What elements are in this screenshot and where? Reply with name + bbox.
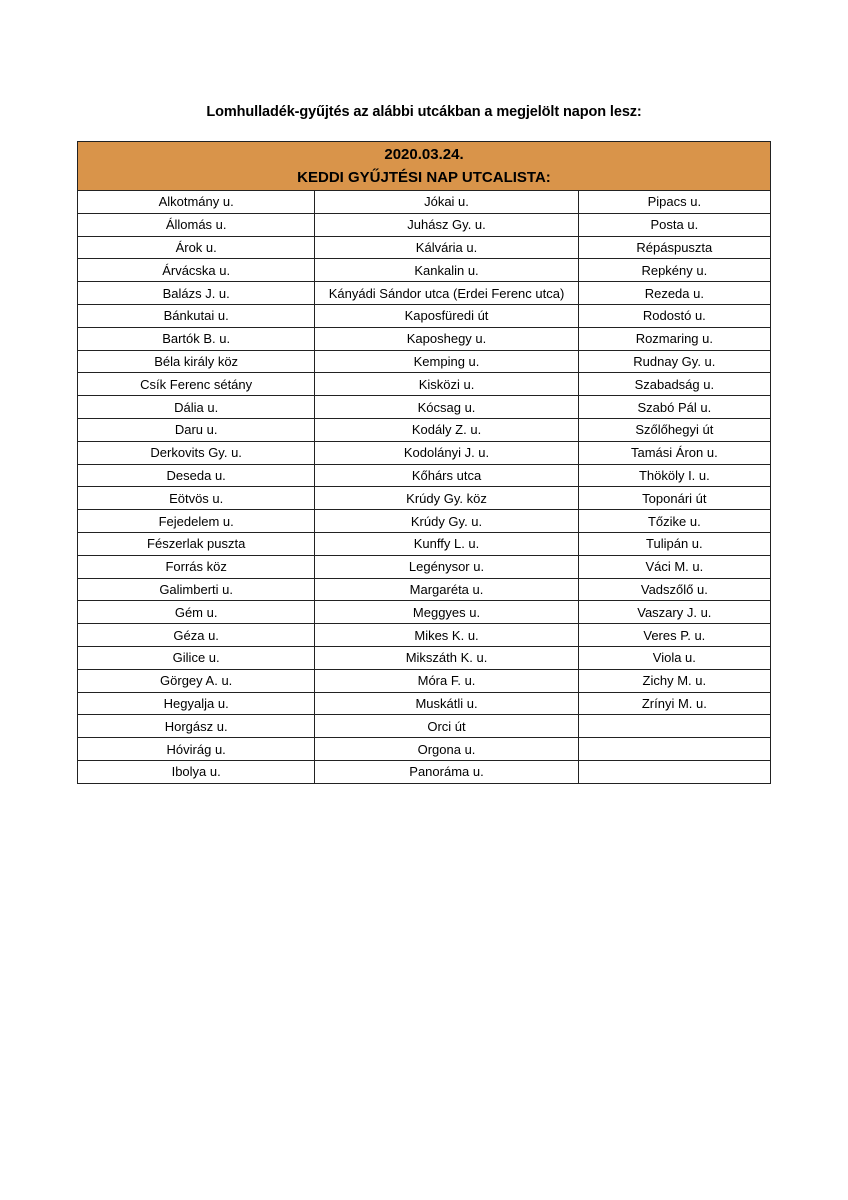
collection-date: 2020.03.24. — [384, 146, 464, 163]
street-cell: Szabadság u. — [578, 373, 770, 396]
header-row — [78, 142, 771, 191]
street-cell: Fejedelem u. — [78, 510, 315, 533]
street-cell: Béla király köz — [78, 350, 315, 373]
table-row — [78, 259, 771, 282]
table-row — [78, 692, 771, 715]
table-row — [78, 738, 771, 761]
street-cell: Thököly I. u. — [578, 464, 770, 487]
table-header — [78, 142, 771, 191]
street-cell: Pipacs u. — [578, 191, 770, 214]
street-cell: Balázs J. u. — [78, 282, 315, 305]
table-row — [78, 601, 771, 624]
table-row — [78, 669, 771, 692]
table-row — [78, 396, 771, 419]
table-row — [78, 213, 771, 236]
street-cell: Kócsag u. — [315, 396, 578, 419]
street-cell: Csík Ferenc sétány — [78, 373, 315, 396]
street-cell: Árvácska u. — [78, 259, 315, 282]
street-list-table — [77, 141, 771, 784]
street-cell: Eötvös u. — [78, 487, 315, 510]
street-cell: Kodolányi J. u. — [315, 441, 578, 464]
street-cell: Krúdy Gy. u. — [315, 510, 578, 533]
table-row — [78, 373, 771, 396]
street-cell: Bánkutai u. — [78, 304, 315, 327]
table-row — [78, 510, 771, 533]
street-cell: Legénysor u. — [315, 555, 578, 578]
street-cell: Deseda u. — [78, 464, 315, 487]
street-cell: Vaszary J. u. — [578, 601, 770, 624]
street-cell: Hóvirág u. — [78, 738, 315, 761]
street-cell: Juhász Gy. u. — [315, 213, 578, 236]
street-cell: Szőlőhegyi út — [578, 418, 770, 441]
table-row — [78, 555, 771, 578]
table-row — [78, 464, 771, 487]
street-cell: Derkovits Gy. u. — [78, 441, 315, 464]
street-cell: Kaposfüredi út — [315, 304, 578, 327]
street-cell: Ibolya u. — [78, 760, 315, 783]
table-row — [78, 487, 771, 510]
table-row — [78, 327, 771, 350]
street-cell — [578, 738, 770, 761]
street-cell: Görgey A. u. — [78, 669, 315, 692]
street-cell: Mikszáth K. u. — [315, 646, 578, 669]
street-cell: Rezeda u. — [578, 282, 770, 305]
table-row — [78, 624, 771, 647]
street-cell: Repkény u. — [578, 259, 770, 282]
street-cell: Mikes K. u. — [315, 624, 578, 647]
street-cell: Vadszőlő u. — [578, 578, 770, 601]
street-rows — [78, 191, 771, 784]
table-row — [78, 532, 771, 555]
street-cell: Répáspuszta — [578, 236, 770, 259]
street-cell: Bartók B. u. — [78, 327, 315, 350]
collection-label: KEDDI GYŰJTÉSI NAP UTCALISTA: — [297, 169, 551, 186]
street-cell: Tőzike u. — [578, 510, 770, 533]
street-cell: Viola u. — [578, 646, 770, 669]
table-row — [78, 441, 771, 464]
street-cell: Toponári út — [578, 487, 770, 510]
street-cell: Zrínyi M. u. — [578, 692, 770, 715]
street-cell: Szabó Pál u. — [578, 396, 770, 419]
street-cell: Posta u. — [578, 213, 770, 236]
street-cell: Kaposhegy u. — [315, 327, 578, 350]
street-cell: Móra F. u. — [315, 669, 578, 692]
street-cell: Kankalin u. — [315, 259, 578, 282]
street-cell: Jókai u. — [315, 191, 578, 214]
street-cell: Daru u. — [78, 418, 315, 441]
table-row — [78, 578, 771, 601]
street-cell: Meggyes u. — [315, 601, 578, 624]
street-cell: Váci M. u. — [578, 555, 770, 578]
table-row — [78, 760, 771, 783]
document-title: Lomhulladék-gyűjtés az alábbi utcákban a megjelölt napon lesz: — [206, 104, 642, 120]
street-cell: Hegyalja u. — [78, 692, 315, 715]
street-cell: Horgász u. — [78, 715, 315, 738]
street-cell: Alkotmány u. — [78, 191, 315, 214]
table-row — [78, 350, 771, 373]
table-row — [78, 715, 771, 738]
table-row — [78, 418, 771, 441]
street-cell: Margaréta u. — [315, 578, 578, 601]
street-cell: Forrás köz — [78, 555, 315, 578]
street-cell: Kőhárs utca — [315, 464, 578, 487]
street-cell: Géza u. — [78, 624, 315, 647]
street-cell: Rozmaring u. — [578, 327, 770, 350]
street-cell: Rudnay Gy. u. — [578, 350, 770, 373]
street-cell: Orci út — [315, 715, 578, 738]
table-row — [78, 236, 771, 259]
street-cell: Galimberti u. — [78, 578, 315, 601]
street-cell: Kisközi u. — [315, 373, 578, 396]
street-cell: Veres P. u. — [578, 624, 770, 647]
street-cell: Kányádi Sándor utca (Erdei Ferenc utca) — [315, 282, 578, 305]
street-cell: Gilice u. — [78, 646, 315, 669]
street-cell: Panoráma u. — [315, 760, 578, 783]
table-row — [78, 304, 771, 327]
street-cell: Kodály Z. u. — [315, 418, 578, 441]
street-cell: Kunffy L. u. — [315, 532, 578, 555]
street-cell: Állomás u. — [78, 213, 315, 236]
street-cell: Tulipán u. — [578, 532, 770, 555]
street-cell: Krúdy Gy. köz — [315, 487, 578, 510]
street-cell: Kemping u. — [315, 350, 578, 373]
street-cell: Zichy M. u. — [578, 669, 770, 692]
table-row — [78, 191, 771, 214]
table-row — [78, 282, 771, 305]
street-cell — [578, 760, 770, 783]
street-cell — [578, 715, 770, 738]
street-cell: Dália u. — [78, 396, 315, 419]
street-cell: Rodostó u. — [578, 304, 770, 327]
table-row — [78, 646, 771, 669]
street-cell: Tamási Áron u. — [578, 441, 770, 464]
street-cell: Árok u. — [78, 236, 315, 259]
street-cell: Orgona u. — [315, 738, 578, 761]
street-cell: Muskátli u. — [315, 692, 578, 715]
street-cell: Kálvária u. — [315, 236, 578, 259]
street-cell: Fészerlak puszta — [78, 532, 315, 555]
street-cell: Gém u. — [78, 601, 315, 624]
